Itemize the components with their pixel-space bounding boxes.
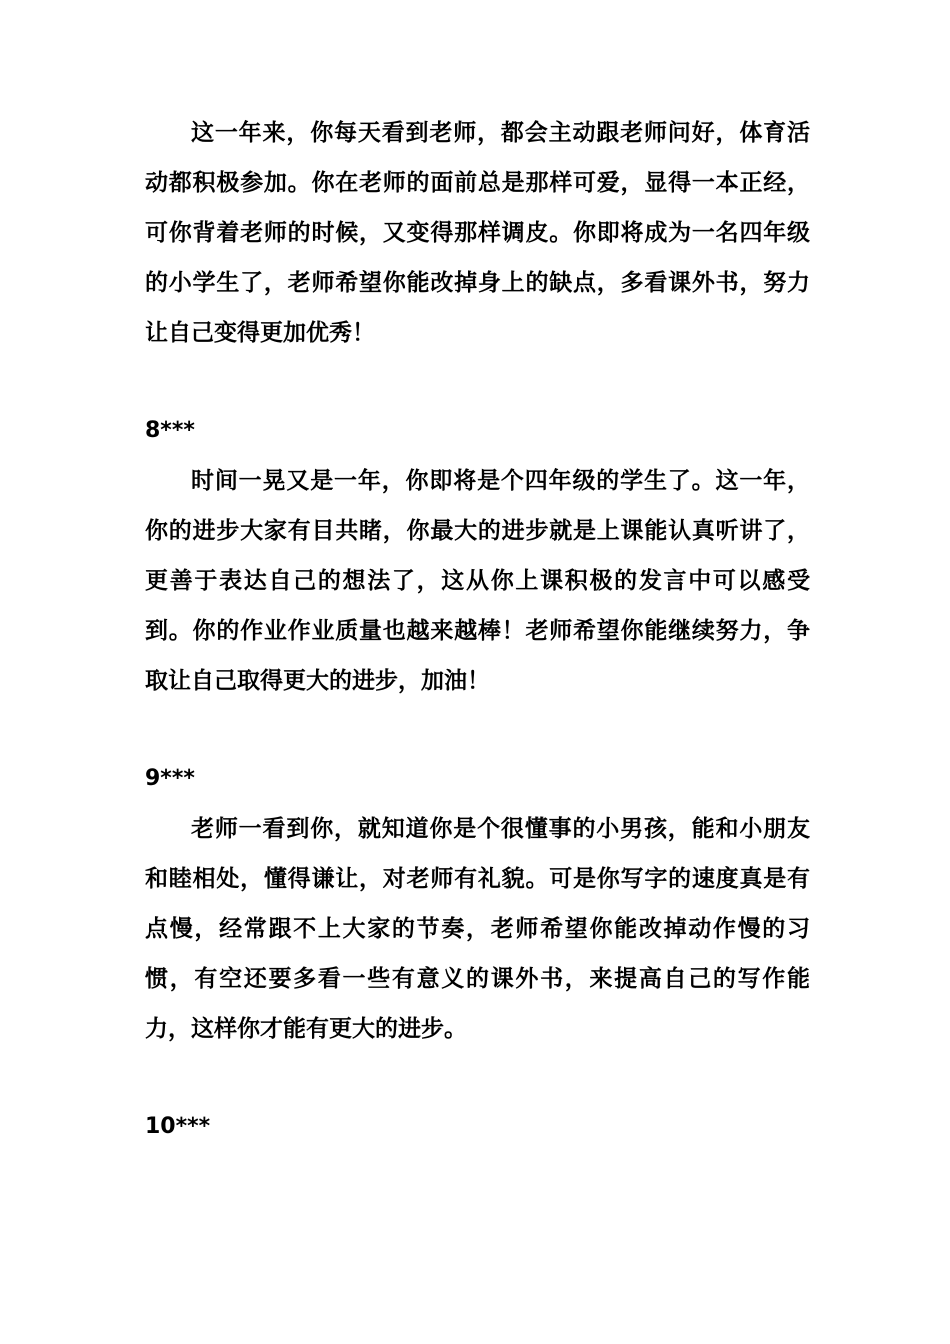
document-body [145,108,810,1152]
student-heading-10: 10*** [145,1114,211,1139]
comment-paragraph-1: 这一年来，你每天看到老师，都会主动跟老师问好，体育活动都积极参加。你在老师的面前总是那样可爱，显得一本正经，可你背着老师的时候，又变得那样调皮。你即将成为一名四年级的小学生了，老师希望你能改掉身上的缺点，多看课外书，努力让自己变得更加优秀！ [145,120,810,346]
section-spacer [145,1054,810,1102]
comment-paragraph-9: 老师一看到你，就知道你是个很懂事的小男孩，能和小朋友和睦相处，懂得谦让，对老师有礼貌。可是你写字的速度真是有点慢，经常跟不上大家的节奏，老师希望你能改掉动作慢的习惯，有空还要多看一些有意义的课外书，来提高自己的写作能力，这样你才能有更大的进步。 [145,816,810,1042]
student-heading-9: 9*** [145,766,195,791]
section-spacer [145,358,810,406]
student-heading-8: 8*** [145,418,195,443]
comment-paragraph-8: 时间一晃又是一年，你即将是个四年级的学生了。这一年，你的进步大家有目共睹，你最大的进步就是上课能认真听讲了，更善于表达自己的想法了，这从你上课积极的发言中可以感受到。你的作业作业质量也越来越棒！老师希望你能继续努力，争取让自己取得更大的进步，加油！ [145,468,810,694]
section-spacer [145,706,810,754]
